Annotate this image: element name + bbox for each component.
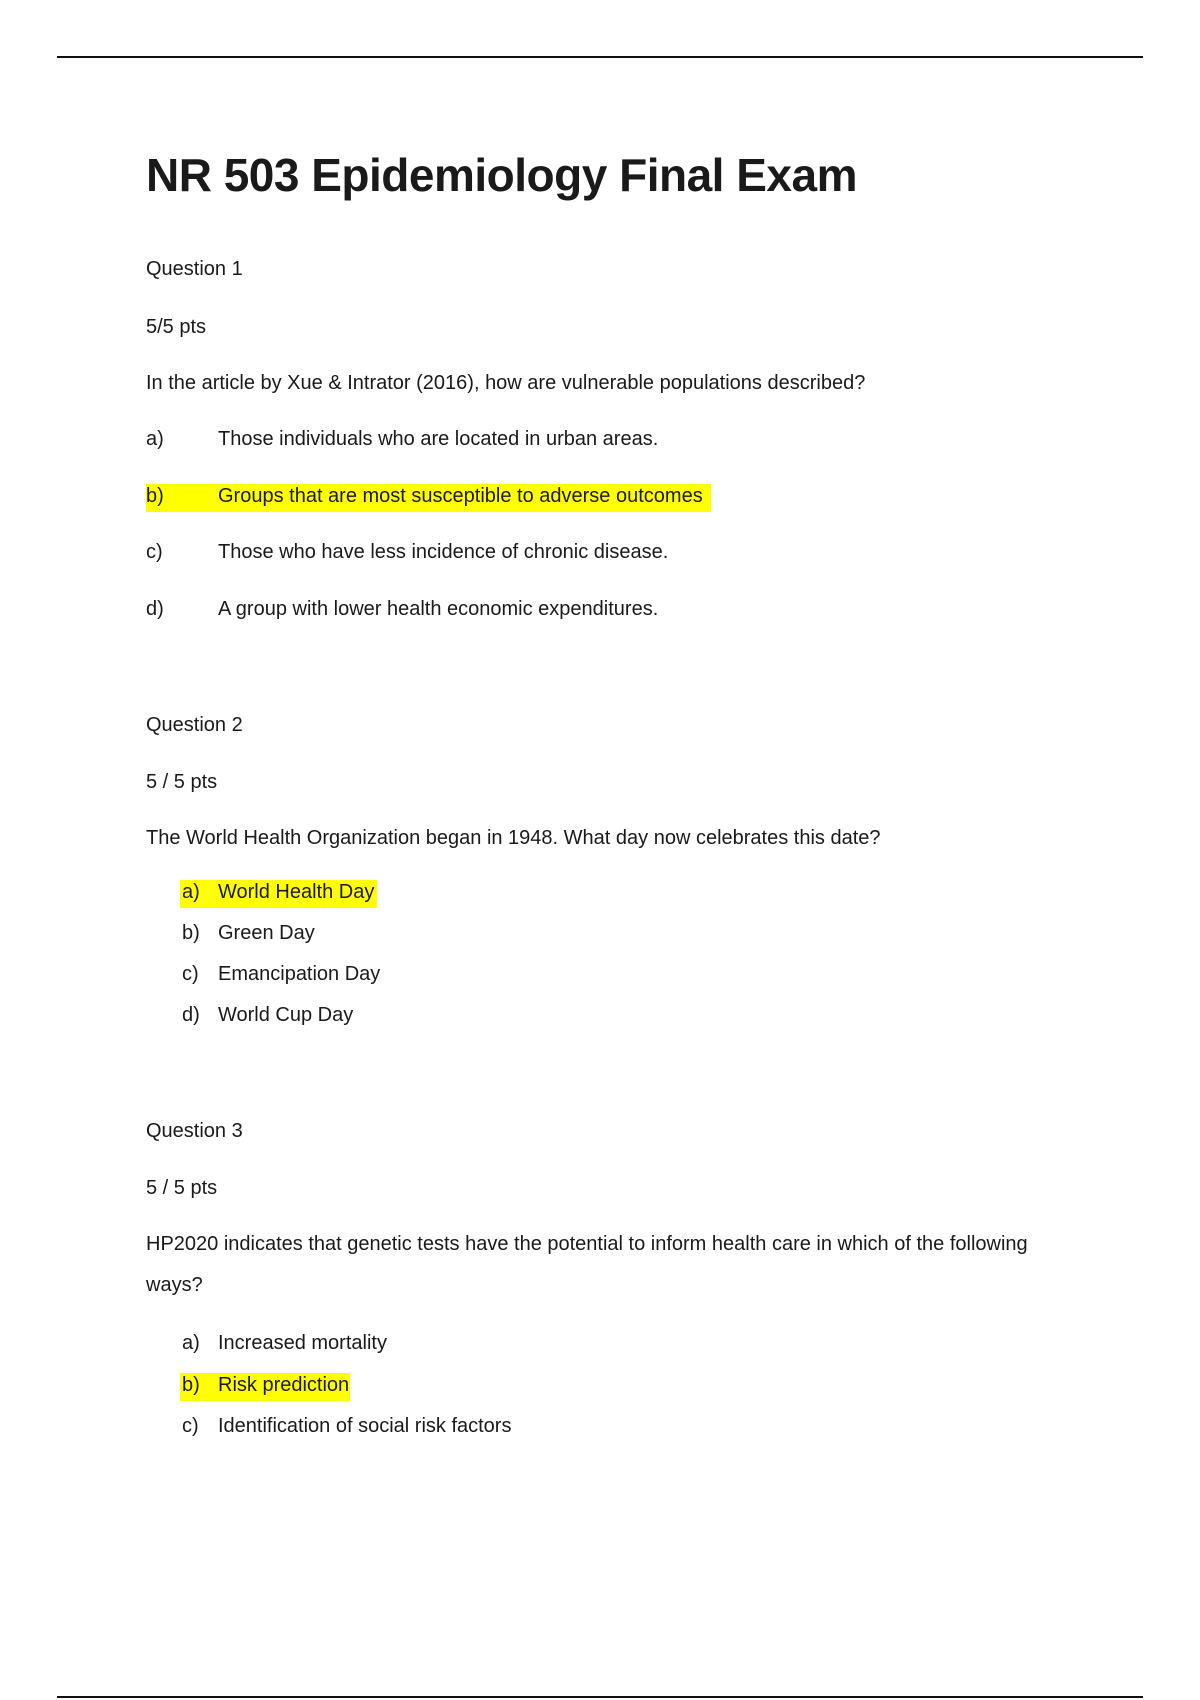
option-text: A group with lower health economic expenditures.: [218, 598, 659, 620]
option-text: Identification of social risk factors: [218, 1415, 512, 1437]
option-text: Green Day: [218, 922, 315, 944]
bottom-rule: [57, 1696, 1143, 1698]
option-letter: b): [146, 485, 164, 507]
question-prompt: HP2020 indicates that genetic tests have the potential to inform health care in which of the following ways?: [146, 1233, 1028, 1296]
option-text: Groups that are most susceptible to adverse outcomes: [218, 485, 703, 507]
option-letter: a): [182, 881, 200, 903]
option-letter: c): [146, 541, 163, 563]
option-text: Emancipation Day: [218, 963, 381, 985]
question-prompt: In the article by Xue & Intrator (2016), how are vulnerable populations described?: [146, 372, 866, 394]
page-title: NR 503 Epidemiology Final Exam: [146, 149, 857, 201]
top-rule: [57, 56, 1143, 58]
option-letter: a): [182, 1332, 200, 1354]
option-text: Those who have less incidence of chronic disease.: [218, 541, 669, 563]
option-letter: c): [182, 1415, 199, 1437]
question-points: 5 / 5 pts: [146, 771, 218, 793]
option-letter: b): [182, 1374, 200, 1396]
question-points: 5/5 pts: [146, 316, 207, 338]
option-letter: c): [182, 963, 199, 985]
question-label: Question 1: [146, 258, 243, 280]
question-label: Question 2: [146, 714, 243, 736]
option-text: Those individuals who are located in urban areas.: [218, 428, 659, 450]
option-letter: b): [182, 922, 200, 944]
option-letter: a): [146, 428, 164, 450]
option-text: World Health Day: [218, 881, 375, 903]
option-text: World Cup Day: [218, 1004, 354, 1026]
question-prompt: The World Health Organization began in 1948. What day now celebrates this date?: [146, 827, 881, 849]
option-letter: d): [146, 598, 164, 620]
option-letter: d): [182, 1004, 200, 1026]
option-text: Increased mortality: [218, 1332, 387, 1354]
question-label: Question 3: [146, 1120, 243, 1142]
option-text: Risk prediction: [218, 1374, 350, 1396]
question-points: 5 / 5 pts: [146, 1177, 218, 1199]
